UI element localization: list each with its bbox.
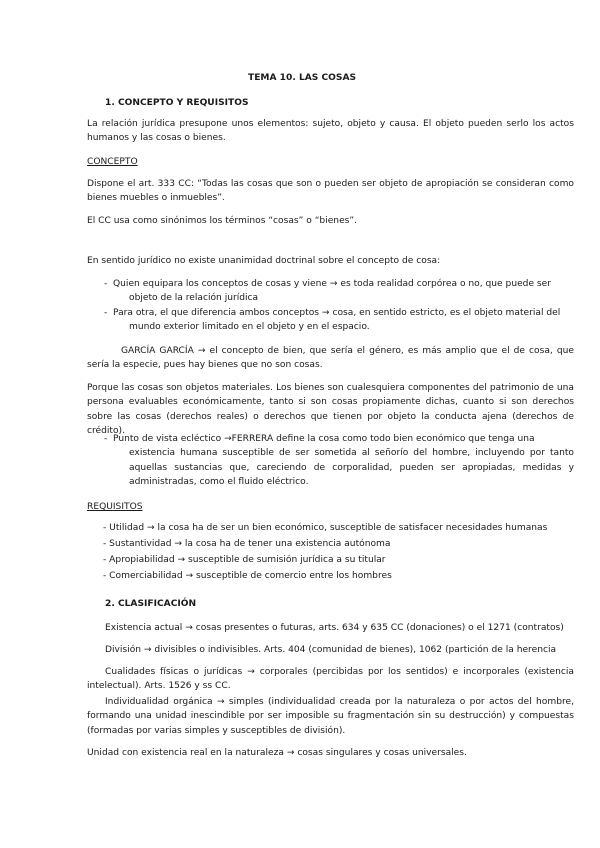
requisito-comerciabilidad: - Comerciabilidad → susceptible de comercio entre los hombres <box>103 571 392 581</box>
existencia-actual-line: Existencia actual → cosas presentes o futuras, arts. 634 y 635 CC (donaciones) o el 1271 (contratos) <box>105 623 564 633</box>
section-1-heading: 1. CONCEPTO Y REQUISITOS <box>105 98 249 108</box>
list-item-first-line: Punto de vista ecléctico →FERRERA define la cosa como todo bien económico que tenga una <box>113 434 535 444</box>
bienes-paragraph: Porque las cosas son objetos materiales. Los bienes son cualesquiera componentes del patrimonio de una persona evaluables económicamente, tanto si son cosas propiamente dichas, cuanto si son derechos sobre las cosas (derechos reales) o derechos que tienen por objeto la conducta ajena (derechos de crédito). <box>87 383 574 437</box>
section-2-heading: 2. CLASIFICACIÓN <box>105 599 197 609</box>
requisitos-heading: REQUISITOS <box>87 502 143 512</box>
individualidad-paragraph: Individualidad orgánica → simples (individualidad creada por la naturaleza o por actos del hombre, formando una unidad inescindible por ser imposible su fragmentación sin su destrucción) y compuestas (formadas por varias simples y susceptibles de división). <box>87 697 574 736</box>
garcia-paragraph: GARCÍA GARCÍA → el concepto de bien, que sería el género, es más amplio que el de cosa, que sería la especie, pues hay bienes que no son cosas. <box>87 346 574 371</box>
list-dash: - <box>104 279 108 289</box>
list-item-continuation: existencia humana susceptible de ser sometida al señorío del hombre, incluyendo por tanto aquellas sustancias que, careciendo de corporalidad, pueden ser apropiadas, medidas y administradas, como el fluido eléctrico. <box>129 448 574 488</box>
list-item-first-line: Para otra, el que diferencia ambos conceptos → cosa, en sentido estricto, es el objeto material del <box>113 308 561 318</box>
list-item-continuation: objeto de la relación jurídica <box>129 293 259 304</box>
intro-paragraph: La relación jurídica presupone unos elementos: sujeto, objeto y causa. El objeto pueden serlo los actos humanos y las cosas o bienes. <box>87 119 574 144</box>
list-dash: - <box>104 308 108 318</box>
list-item <box>104 277 574 306</box>
unanimidad-paragraph: En sentido jurídico no existe unanimidad doctrinal sobre el concepto de cosa: <box>87 256 441 266</box>
list-item-continuation: mundo exterior limitado en el objeto y en el espacio. <box>129 322 370 333</box>
document-title: TEMA 10. LAS COSAS <box>248 73 357 83</box>
sinonimos-paragraph: El CC usa como sinónimos los términos “cosas” o “bienes”. <box>87 216 358 226</box>
requisito-sustantividad: - Sustantividad → la cosa ha de tener una existencia autónoma <box>103 539 391 549</box>
list-item <box>104 306 574 335</box>
requisito-utilidad: - Utilidad → la cosa ha de ser un bien económico, susceptible de satisfacer necesidades humanas <box>103 523 548 533</box>
requisito-apropiabilidad: - Apropiabilidad → susceptible de sumisión jurídica a su titular <box>103 555 386 565</box>
art333-paragraph: Dispone el art. 333 CC: “Todas las cosas que son o pueden ser objeto de apropiación se consideran como bienes muebles o inmuebles”. <box>87 179 574 204</box>
list-item <box>104 432 574 490</box>
unidad-line: Unidad con existencia real en la naturaleza → cosas singulares y cosas universales. <box>87 748 467 758</box>
list-item-first-line: Quien equipara los conceptos de cosas y viene → es toda realidad corpórea o no, que puede ser <box>113 279 552 289</box>
list-dash: - <box>104 434 108 444</box>
division-line: División → divisibles o indivisibles. Arts. 404 (comunidad de bienes), 1062 (partición de la herencia <box>105 645 557 655</box>
concepto-heading: CONCEPTO <box>87 157 138 167</box>
cualidades-paragraph: Cualidades físicas o jurídicas → corporales (percibidas por los sentidos) e incorporales (existencia intelectual). Arts. 1526 y ss CC. <box>87 667 574 692</box>
